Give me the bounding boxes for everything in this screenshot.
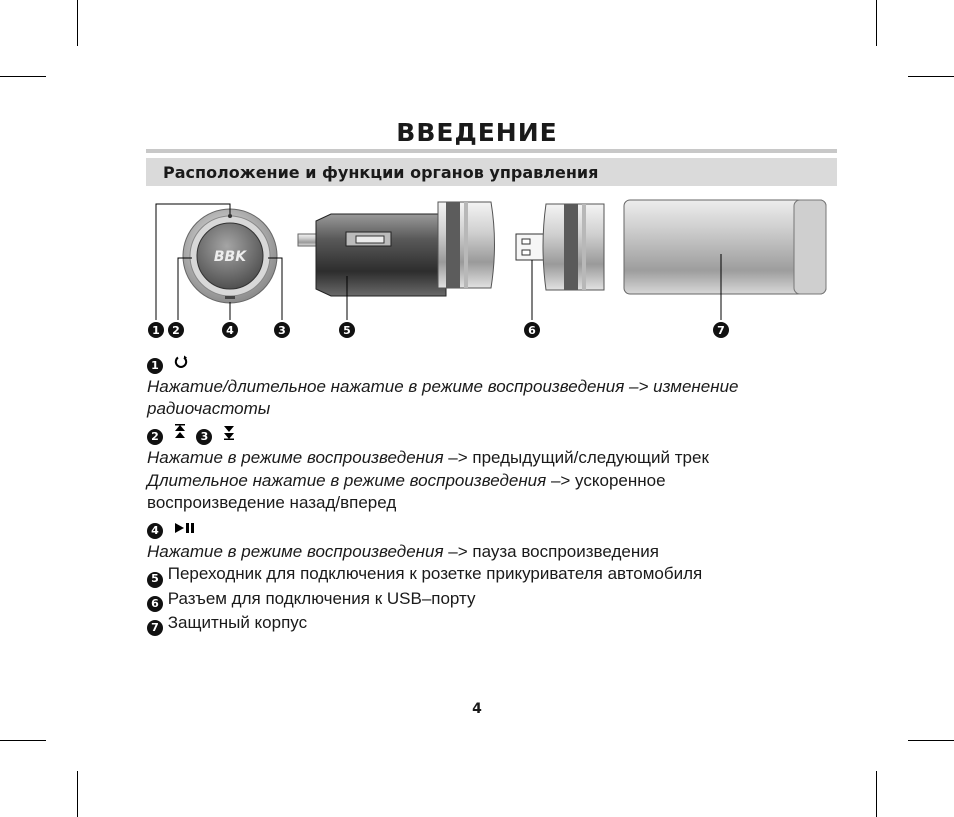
item-number: 4 — [147, 523, 163, 539]
section-header — [146, 158, 837, 186]
item-2-3-heading — [147, 421, 837, 447]
crop-mark — [0, 740, 46, 741]
crop-mark — [908, 76, 954, 77]
callout-2: 2 — [168, 322, 184, 338]
item-4-desc: Нажатие в режиме воспроизведения –> пауза воспроизведения — [147, 541, 659, 561]
brand-logo: BBK — [213, 249, 247, 265]
play-pause-icon — [174, 518, 196, 541]
item-2-3-press: Нажатие в режиме воспроизведения –> предыдущий/следующий трек — [147, 447, 709, 467]
crop-mark — [77, 771, 78, 817]
item-2-3-long-2: воспроизведение назад/вперед — [147, 493, 397, 513]
crop-mark — [876, 0, 877, 46]
section-title: Расположение и функции органов управления — [163, 163, 599, 182]
crop-mark — [0, 76, 46, 77]
item-4-heading — [147, 515, 837, 541]
item-1-heading — [147, 350, 837, 376]
item-2-3-long: Длительное нажатие в режиме воспроизведения –> ускоренное — [147, 470, 666, 490]
next-track-icon — [223, 424, 235, 447]
title-rule — [146, 149, 837, 153]
item-1-desc: Нажатие/длительное нажатие в режиме воспроизведения –> изменение — [147, 376, 739, 396]
item-5: 5 Переходник для подключения к розетке прикуривателя автомобиля — [147, 563, 837, 587]
item-number: 3 — [196, 429, 212, 445]
crop-mark — [908, 740, 954, 741]
item-number: 5 — [147, 572, 163, 588]
callout-3: 3 — [274, 322, 290, 338]
callout-4: 4 — [222, 322, 238, 338]
page-number: 4 — [472, 701, 482, 717]
crop-mark — [77, 0, 78, 46]
callout-7: 7 — [713, 322, 729, 338]
item-number: 2 — [147, 429, 163, 445]
prev-track-icon — [174, 424, 186, 447]
item-number: 7 — [147, 620, 163, 636]
callout-5: 5 — [339, 322, 355, 338]
controls-description — [147, 350, 837, 636]
control-dial — [183, 209, 277, 303]
item-6: 6 Разъем для подключения к USB–порту — [147, 588, 837, 612]
item-7: 7 Защитный корпус — [147, 612, 837, 636]
device-illustration — [146, 196, 846, 346]
item-number: 1 — [147, 358, 163, 374]
power-icon — [174, 353, 188, 376]
page-title: ВВЕДЕНИЕ — [396, 118, 558, 147]
car-adapter — [298, 202, 495, 296]
usb-connector — [516, 204, 604, 290]
item-1-desc-2: радиочастоты — [147, 399, 271, 419]
item-number: 6 — [147, 596, 163, 612]
callout-6: 6 — [524, 322, 540, 338]
crop-mark — [876, 771, 877, 817]
protective-case — [624, 200, 826, 294]
callout-1: 1 — [148, 322, 164, 338]
